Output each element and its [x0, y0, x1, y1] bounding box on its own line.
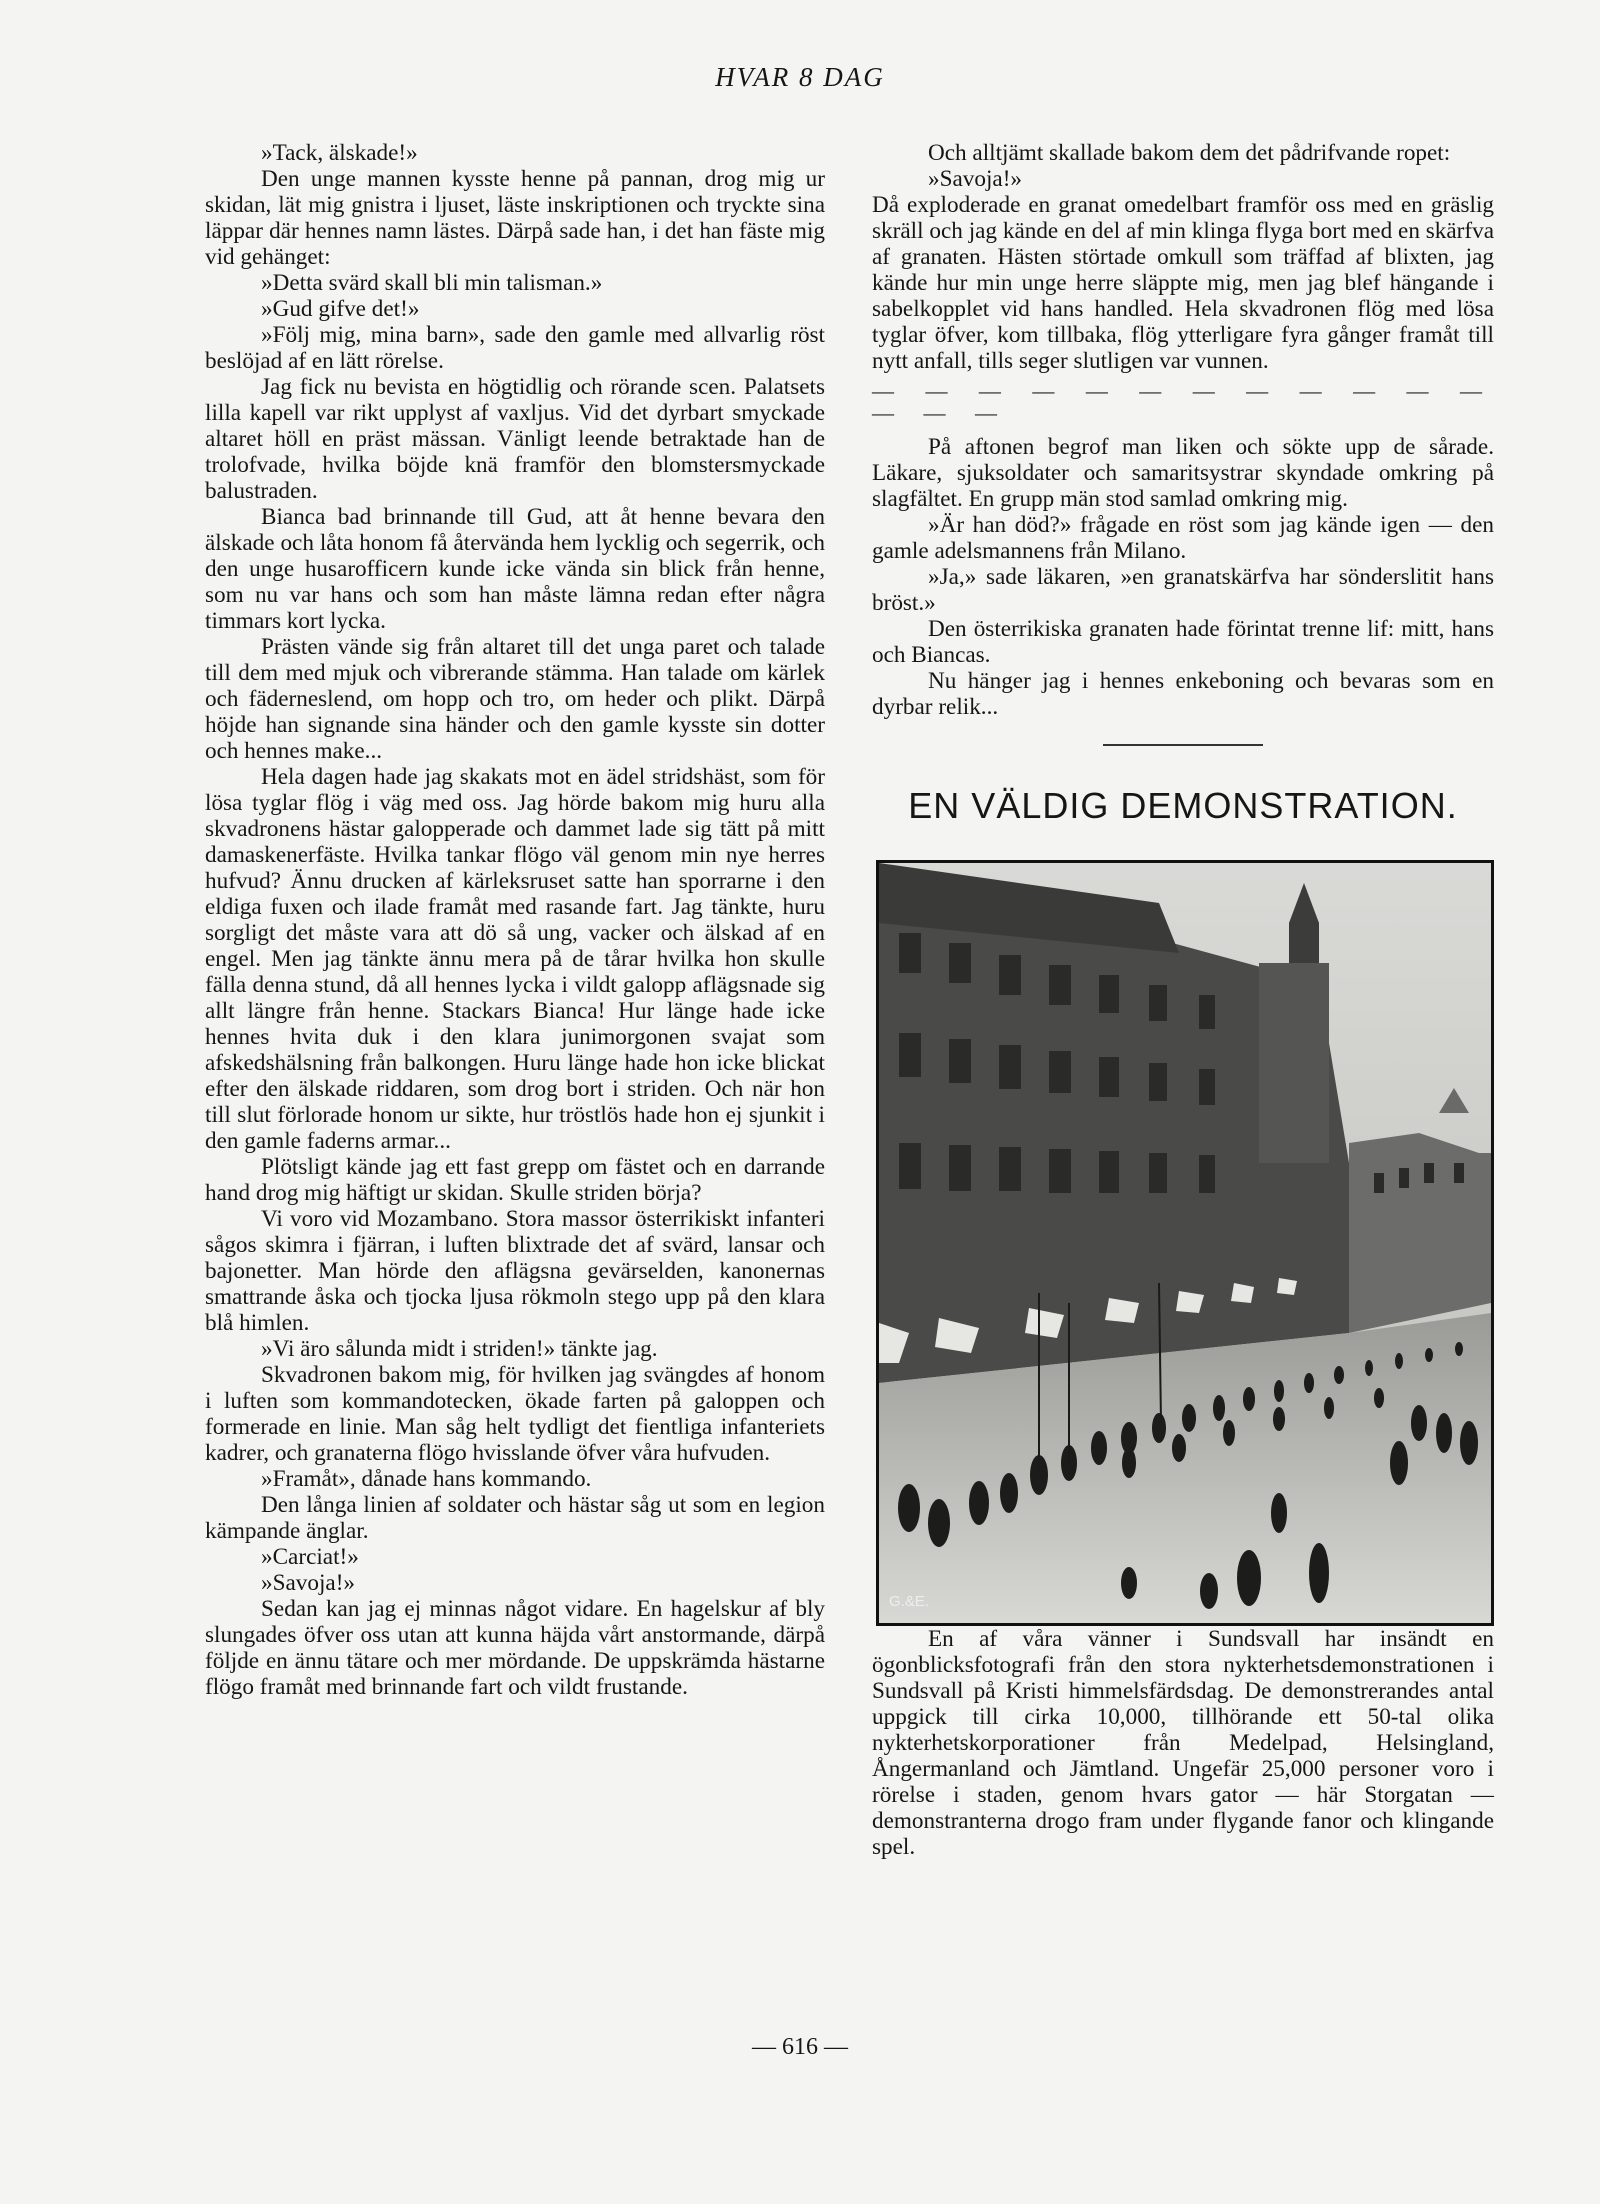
section-title: EN VÄLDIG DEMONSTRATION.	[908, 785, 1458, 826]
page-number: — 616 —	[752, 2034, 848, 2060]
paragraph: »Gud gifve det!»	[261, 296, 420, 322]
left-column	[205, 140, 825, 1700]
section-divider	[1103, 744, 1263, 746]
paragraph: »Följ mig, mina barn», sade den gamle med allvarlig röst beslöjad af en lätt rörelse.	[205, 322, 825, 374]
right-column-top-text	[872, 140, 1494, 374]
paragraph: Då exploderade en granat omedelbart framför oss med en gräslig skräll och jag kände en del af min klinga flyga bort med en skärfva af granaten. Hästen störtade omkull som träffad af blixten, jag kände hur min unge herre släppte mig, men jag blef hängande i sabelkopplet vid hans handled. Hela skvadronen flög med lösa tyglar öfver, kom tillbaka, flög ytterligare fyra gånger framåt till nytt anfall, tills seger slutligen var vunnen.	[872, 192, 1494, 374]
paragraph: »Savoja!»	[928, 166, 1023, 192]
street-photo-illustration	[879, 863, 1491, 1623]
paragraph: »Savoja!»	[261, 1570, 356, 1596]
page-header: HVAR 8 DAG	[715, 62, 885, 92]
paragraph: »Tack, älskade!»	[261, 140, 418, 166]
photo-caption: En af våra vänner i Sundsvall har insändt en ögonblicksfotografi från den stora nykterhetsdemonstrationen i Sundsvall på Kristi himmelsfärdsdag. De demonstrerandes antal uppgick till cirka 10,000, tillhörande ett 50-tal olika nykterhetskorporationer från Medelpad, Helsingland, Ångermanland och Jämtland. Ungefär 25,000 personer voro i rörelse i staden, genom hvars gator — här Storgatan — demonstranterna drogo fram under flygande fanor och klingande spel.	[872, 1626, 1494, 1860]
photo-credit: G.&E.	[889, 1593, 930, 1610]
dash-separator: — — — — — — — — — — — — — — —	[872, 378, 1494, 425]
paragraph: Vi voro vid Mozambano. Stora massor österrikiskt infanteri sågos skimra i fjärran, i luften blixtrade det af svärd, lansar och bajonetter. Man hörde den aflägsna gevärselden, kanonernas smattrande åska och tjocka ljusa rökmoln stego upp på den klara blå himlen.	[205, 1206, 825, 1336]
paragraph: Hela dagen hade jag skakats mot en ädel stridshäst, som för lösa tyglar flög i väg med oss. Jag hörde bakom mig huru alla skvadronens hästar galopperade och dammet lade sig tätt på mitt damaskenerfäste. Hvilka tankar flögo väl genom min nye herres hufvud? Ännu drucken af kärleksruset satte han sporrarne i den eldiga fuxen och ilade framåt med rasande fart. Jag tänkte, huru sorgligt det måste vara att dö så ung, vacker och älskad af en engel. Men jag tänkte ännu mera på de tårar hvilka hon skulle fälla denna stund, då all hennes lycka i vildt galopp aflägsnade sig allt längre från henne. Stackars Bianca! Hur länge hade icke hennes hvita duk i den klara junimorgonen svajat som afskedshälsning från balkongen. Huru länge hade hon icke blickat efter den älskade riddaren, som drog bort i striden. Och när hon till slut förlorade honom ur sikte, hur tröstlös hade hon ej sjunkit i den gamle faderns armar...	[205, 764, 825, 1154]
paragraph: Skvadronen bakom mig, för hvilken jag svängdes af honom i luften som kommandotecken, ökade farten på galoppen och formerade en linie. Man såg helt tydligt det fientliga infanteriets kadrer, och granaterna flögo hvisslande öfver våra hufvuden.	[205, 1362, 825, 1466]
paragraph: Den långa linien af soldater och hästar såg ut som en legion kämpande änglar.	[205, 1492, 825, 1544]
paragraph: »Carciat!»	[261, 1544, 359, 1570]
paragraph: Och alltjämt skallade bakom dem det pådrifvande ropet:	[928, 140, 1451, 166]
paragraph: »Är han död?» frågade en röst som jag kände igen — den gamle adelsmannens från Milano.	[872, 512, 1494, 564]
paragraph: Den unge mannen kysste henne på pannan, drog mig ur skidan, lät mig gnistra i ljuset, läste inskriptionen och tryckte sina läppar där hennes namn lästes. Därpå sade han, i det han fäste mig vid gehänget:	[205, 166, 825, 270]
paragraph: Nu hänger jag i hennes enkeboning och bevaras som en dyrbar relik...	[872, 668, 1494, 720]
paragraph: Bianca bad brinnande till Gud, att åt henne bevara den älskade och låta honom få återvända hem lycklig och segerrik, och den unge husarofficern kunde icke vända sin blick från henne, som nu var hans och som han måste lämna redan efter några timmars kort lycka.	[205, 504, 825, 634]
right-column-bottom-text	[872, 434, 1494, 720]
paragraph: Den österrikiska granaten hade förintat trenne lif: mitt, hans och Biancas.	[872, 616, 1494, 668]
demonstration-photo	[876, 860, 1494, 1626]
paragraph: Plötsligt kände jag ett fast grepp om fästet och en darrande hand drog mig häftigt ur skidan. Skulle striden börja?	[205, 1154, 825, 1206]
paragraph: »Vi äro sålunda midt i striden!» tänkte jag.	[261, 1336, 658, 1362]
paragraph: Prästen vände sig från altaret till det unga paret och talade till dem med mjuk och vibrerande stämma. Han talade om kärlek och fäderneslend, om hopp och tro, om heder och plikt. Därpå höjde han signande sina händer och den gamle kysste sin dotter och hennes make...	[205, 634, 825, 764]
paragraph: »Detta svärd skall bli min talisman.»	[261, 270, 603, 296]
paragraph: Sedan kan jag ej minnas något vidare. En hagelskur af bly slungades öfver oss utan att kunna häjda vårt anstormande, därpå följde en ännu tätare och mer mördande. De uppskrämda hästarne flögo framåt med brinnande fart och vildt frustande.	[205, 1596, 825, 1700]
paragraph: »Ja,» sade läkaren, »en granatskärfva har sönderslitit hans bröst.»	[872, 564, 1494, 616]
paragraph: »Framåt», dånade hans kommando.	[261, 1466, 592, 1492]
right-column	[872, 140, 1494, 1860]
paragraph: På aftonen begrof man liken och sökte upp de sårade. Läkare, sjuksoldater och samaritsystrar skyndade omkring på slagfältet. En grupp män stod samlad omkring mig.	[872, 434, 1494, 512]
paragraph: Jag fick nu bevista en högtidlig och rörande scen. Palatsets lilla kapell var rikt upplyst af vaxljus. Vid det dyrbart smyckade altaret höll en präst mässan. Vänligt leende betraktade han de trolofvade, hvilka böjde knä framför den blomstersmyckade balustraden.	[205, 374, 825, 504]
